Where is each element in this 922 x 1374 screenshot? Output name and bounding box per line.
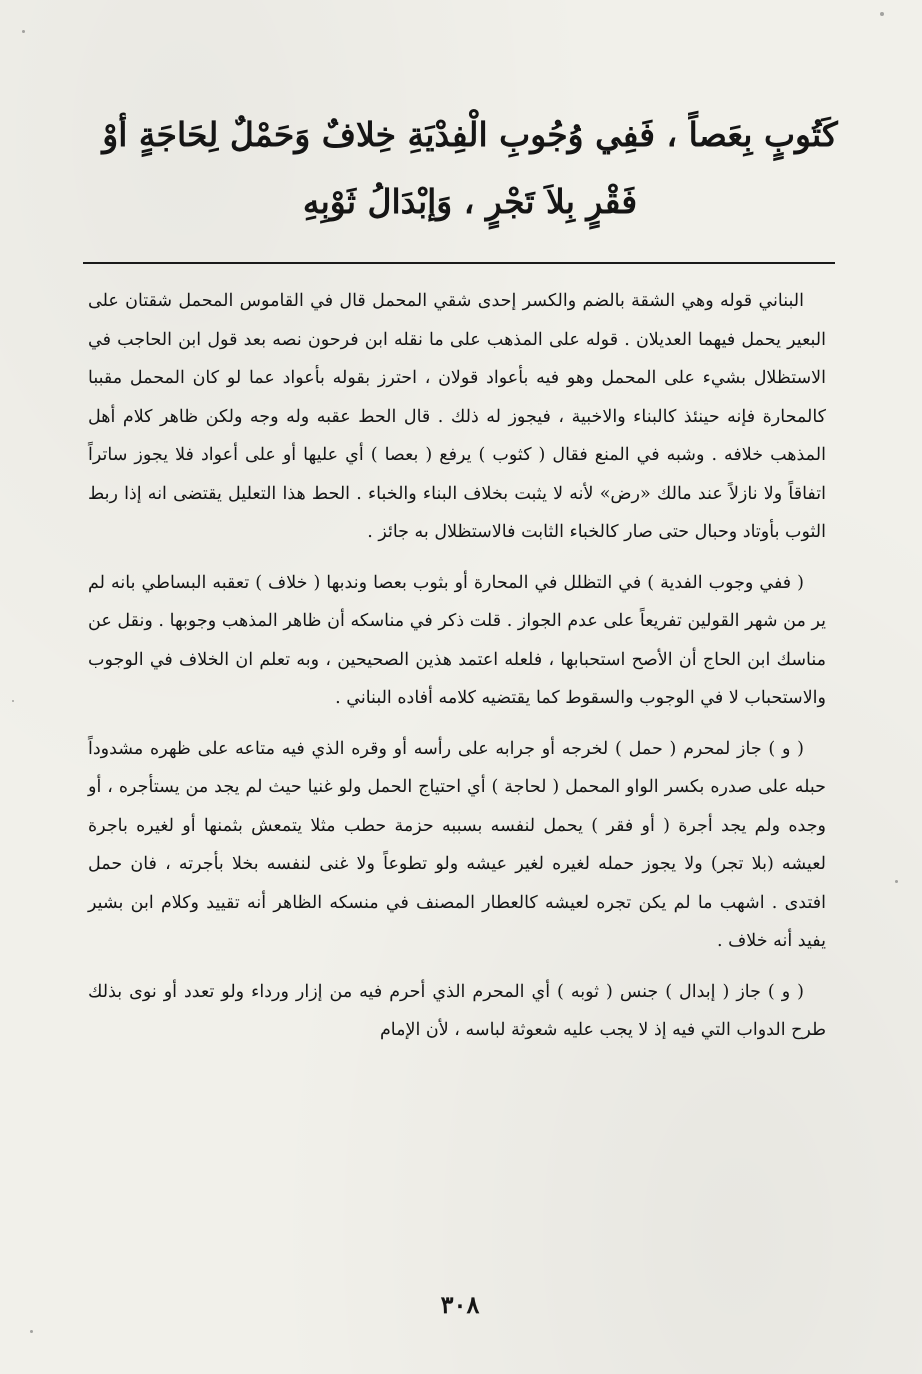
scan-speck [30, 1330, 33, 1333]
heading-line-1: كَتُوبٍ بِعَصاً ، فَفِي وُجُوبِ الْفِدْيَةِ خِلافٌ وَحَمْلٌ لِحَاجَةٍ أوْ [102, 115, 838, 154]
paragraph-2: ( ففي وجوب الفدية ) في التظلل في المحارة أو بثوب بعصا وندبها ( خلاف ) تعقبه البساطي بانه لم ير من شهر القولين تفريعاً على عدم الجواز . قلت ذكر في مناسكه أن ظاهر المذهب وجوبها . ونقل عن مناسك ابن الحاج أن الأصح استحبابها ، فلعله اعتمد هذين الصحيحين ، وبه تعلم ان الخلاف في الوجوب والاستحباب لا في الوجوب والسقوط كما يقتضيه كلامه أفاده البناني . [88, 572, 826, 708]
paragraph-4: ( و ) جاز ( إبدال ) جنس ( ثوبه ) أي المحرم الذي أحرم فيه من إزار ورداء ولو تعدد أو نوى بذلك طرح الدواب التي فيه إذ لا يجب عليه شعوثة لباسه ، لأن الإمام [88, 981, 826, 1040]
commentary-body [88, 282, 826, 1050]
scan-speck [22, 30, 25, 33]
paragraph-3: ( و ) جاز لمحرم ( حمل ) لخرجه أو جرابه على رأسه أو وقره الذي فيه متاعه على ظهره مشدوداً حبله على صدره بكسر الواو المحمل ( لحاجة ) أي احتياج الحمل ولو غنيا حيث لم يجد من يستأجره ، أو وجده ولم يجد أجرة ( أو فقر ) يحمل لنفسه بسببه حزمة حطب مثلا يتمعش بثمنها أو لغيره باجرة لعيشه (بلا تجر) ولا يجوز حمله لغيره لغير عيشه ولو تطوعاً ولا غنى لنفسه بخلا بأجرته ، فان حمل افتدى . اشهب ما لم يكن تجره لعيشه كالعطار المصنف في منسكه الظاهر أنه تقييد وكلام ابن بشير يفيد أنه خلاف . [88, 738, 826, 951]
scan-speck [12, 700, 14, 702]
heading-line-2: فَقْرٍ بِلاَ تَجْرٍ ، وَإبْدَالُ ثَوْبِهِ [302, 182, 638, 221]
page-number: ٣٠٨ [440, 1290, 480, 1319]
scan-speck [895, 880, 898, 883]
heading-divider [83, 262, 835, 264]
paragraph-1: البناني قوله وهي الشقة بالضم والكسر إحدى شقي المحمل قال في القاموس المحمل شقتان على البعير يحمل فيهما العديلان . قوله على المذهب على ما نقله ابن فرحون نصه بعد قول ابن الحاجب في الاستظلال بشيء على المحمل وهو فيه بأعواد قولان ، احترز بقوله بأعواد عما لو كان المحمل مقببا كالمحارة فإنه حينئذ كالبناء والاخبية ، فيجوز له ذلك . قال الحط عقبه وله وجه ولكن ظاهر كلام أهل المذهب خلافه . وشبه في المنع فقال ( كثوب ) يرفع ( بعصا ) أي عليها أو على أعواد فلا يجوز ساتراً اتفاقاً ولا نازلاً عند مالك «رض» لأنه لا يثبت بخلاف البناء والخباء . الحط هذا التعليل يقتضى انه إذا ربط الثوب بأوتاد وحبال حتى صار كالخباء الثابت فالاستظلال به جائز . [88, 291, 826, 542]
scan-speck [880, 12, 884, 16]
